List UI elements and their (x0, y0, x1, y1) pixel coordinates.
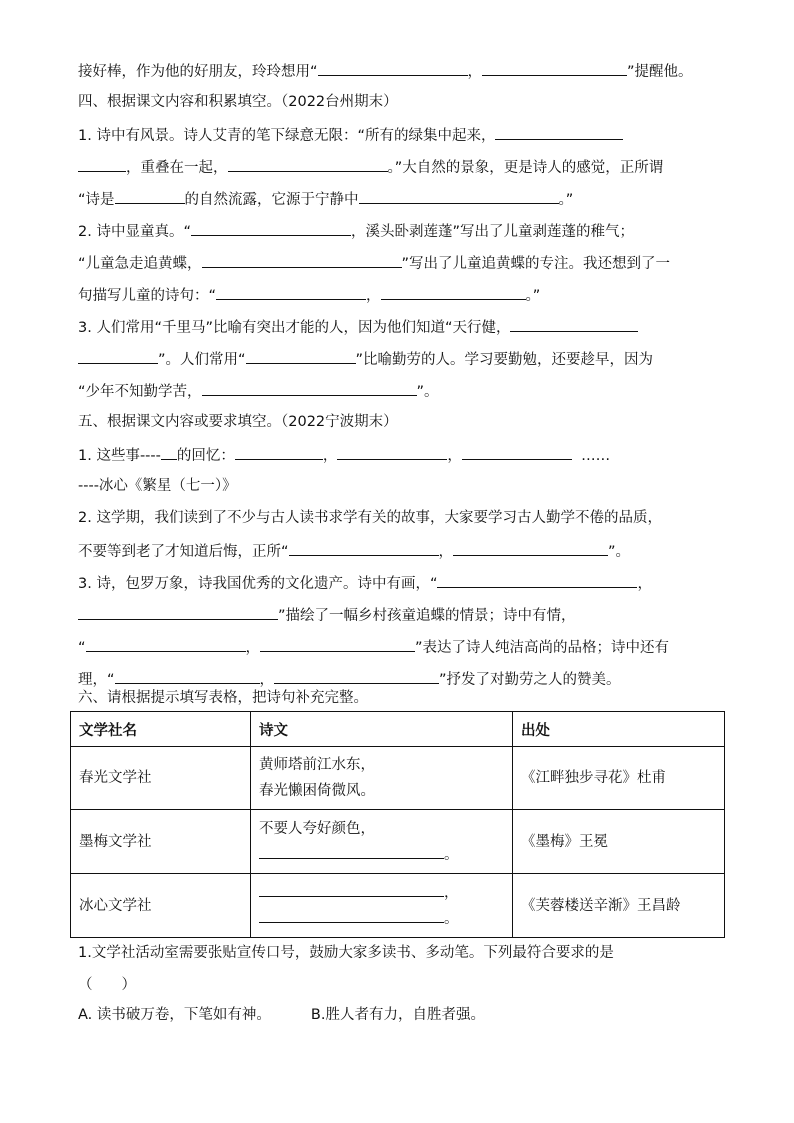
blank[interactable] (78, 604, 278, 620)
blank[interactable] (381, 284, 526, 300)
blank[interactable] (453, 540, 608, 556)
blank[interactable] (259, 843, 444, 859)
section-4-title: 四、根据课文内容和积累填空。（2022台州期末） (78, 94, 398, 110)
blank[interactable] (318, 60, 468, 76)
blank[interactable] (437, 572, 637, 588)
poem-cell: ， 。 (251, 874, 513, 938)
question-5-3-cont: “ ， ”表达了诗人纯洁高尚的品格；诗中还有 (78, 636, 669, 658)
blank[interactable] (359, 188, 559, 204)
blank[interactable] (246, 348, 356, 364)
blank[interactable] (202, 380, 417, 396)
blank[interactable] (259, 907, 444, 923)
header-poem: 诗文 (251, 712, 513, 747)
blank[interactable] (289, 540, 439, 556)
answer-blank[interactable]: （ ） (78, 977, 136, 993)
question-4-1-cont: ，重叠在一起， 。”大自然的景象，更是诗人的感觉，正所谓 (78, 156, 663, 178)
blank[interactable] (235, 444, 323, 460)
club-name-cell: 冰心文学社 (71, 874, 251, 938)
question-6-1: 1.文学社活动室需要张贴宣传口号，鼓励大家多读书、多动笔。下列最符合要求的是 (78, 945, 614, 961)
literary-club-table (70, 711, 725, 938)
club-name-cell: 春光文学社 (71, 747, 251, 810)
blank[interactable] (228, 156, 388, 172)
question-4-2-cont: 句描写儿童的诗句：“ ， 。” (78, 284, 540, 306)
blank[interactable] (260, 636, 415, 652)
table-row (71, 747, 725, 810)
header-source: 出处 (513, 712, 725, 747)
option-a: A. 读书破万卷，下笔如有神。 (78, 1007, 271, 1023)
question-4-1-cont: “诗是 的自然流露，它源于宁静中 。” (78, 188, 573, 210)
question-5-2: 2. 这学期，我们读到了不少与古人读书求学有关的故事，大家要学习古人勤学不倦的品质， (78, 510, 662, 526)
options-line (78, 1005, 485, 1025)
blank[interactable] (495, 124, 623, 140)
question-4-2: 2. 诗中显童真。“ ，溪头卧剥莲蓬”写出了儿童剥莲蓬的稚气； (78, 220, 634, 242)
question-4-1: 1. 诗中有风景。诗人艾青的笔下绿意无限：“所有的绿集中起来， (78, 124, 623, 146)
question-5-3-cont: 理，“ ， ”抒发了对勤劳之人的赞美。 (78, 668, 621, 690)
poem-cell: 黄师塔前江水东， 春光懒困倚微风。 (251, 747, 513, 810)
table-row (71, 874, 725, 938)
question-4-3: 3. 人们常用“千里马”比喻有突出才能的人，因为他们知道“天行健， (78, 316, 638, 338)
table-header-row (71, 712, 725, 747)
blank[interactable] (274, 668, 439, 684)
blank[interactable] (115, 188, 185, 204)
blank[interactable] (115, 668, 260, 684)
blank[interactable] (337, 444, 447, 460)
option-b: B.胜人者有力，自胜者强。 (310, 1007, 485, 1023)
section-5-title: 五、根据课文内容或要求填空。（2022宁波期末） (78, 414, 398, 430)
blank[interactable] (161, 444, 177, 460)
header-club-name: 文学社名 (71, 712, 251, 747)
question-5-3-cont: ”描绘了一幅乡村孩童追蝶的情景；诗中有情， (78, 604, 576, 626)
blank[interactable] (191, 220, 351, 236)
question-4-3-cont: ”。人们常用“ ”比喻勤劳的人。学习要勤勉，还要趁早，因为 (78, 348, 653, 370)
blank[interactable] (86, 636, 246, 652)
source-cell: 《芙蓉楼送辛渐》王昌龄 (513, 874, 725, 938)
question-4-3-cont: “少年不知勤学苦， ”。 (78, 380, 439, 402)
blank[interactable] (216, 284, 366, 300)
question-5-1-source: ----冰心《繁星（七一）》 (78, 478, 237, 494)
question-5-2-cont: 不要等到老了才知道后悔，正所“ ， ”。 (78, 540, 630, 562)
blank[interactable] (462, 444, 572, 460)
source-cell: 《江畔独步寻花》杜甫 (513, 747, 725, 810)
blank[interactable] (510, 316, 638, 332)
blank[interactable] (202, 252, 402, 268)
blank[interactable] (78, 156, 126, 172)
blank[interactable] (259, 881, 444, 897)
question-4-2-cont: “儿童急走追黄蝶， ”写出了儿童追黄蝶的专注。我还想到了一 (78, 252, 670, 274)
blank[interactable] (78, 348, 158, 364)
blank[interactable] (482, 60, 627, 76)
question-5-1: 1. 这些事---- 的回忆： ， ， …… (78, 444, 610, 466)
section-6-title: 六、请根据提示填写表格，把诗句补充完整。 (78, 690, 368, 706)
text-line: 接好棒，作为他的好朋友，玲玲想用“ ， ”提醒他。 (78, 60, 693, 82)
source-cell: 《墨梅》王冕 (513, 810, 725, 874)
question-5-3: 3. 诗，包罗万象，诗我国优秀的文化遗产。诗中有画，“ ， (78, 572, 652, 594)
answer-paren (78, 975, 136, 995)
club-name-cell: 墨梅文学社 (71, 810, 251, 874)
poem-cell: 不要人夸好颜色， 。 (251, 810, 513, 874)
table-row (71, 810, 725, 874)
